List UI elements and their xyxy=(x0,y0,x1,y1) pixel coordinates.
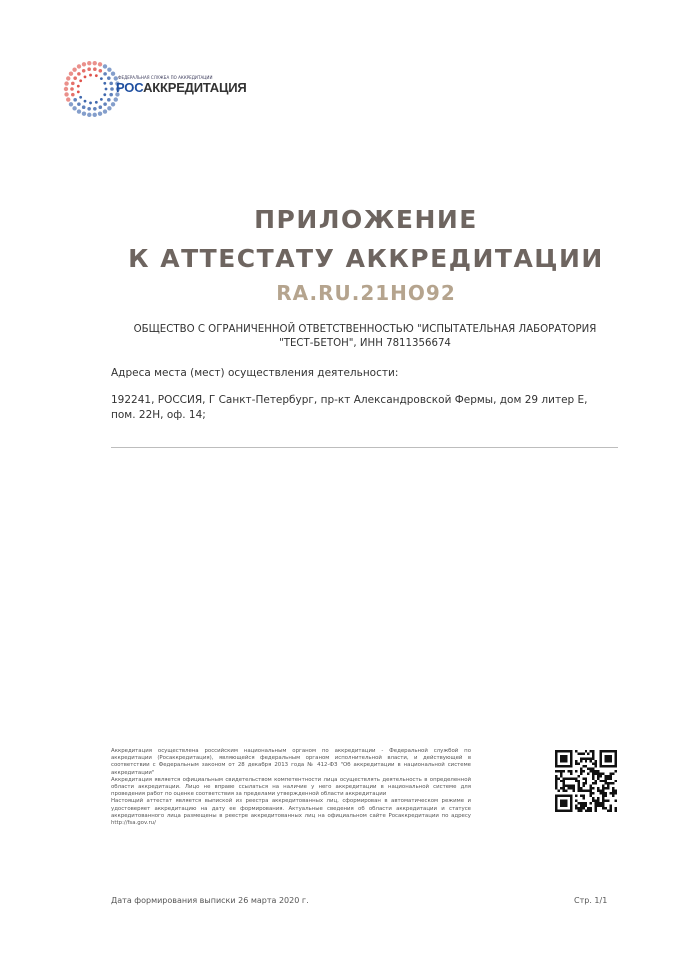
certificate-number: RA.RU.21HO92 xyxy=(276,281,456,305)
legal-paragraph: Аккредитация осуществлена российским национальным органом по аккредитации - Федеральной службой по аккредитации (Росаккредитация), являющейся федеральным органом исполнительной власти, и действующей в соответствии с Федеральным законом от 28 декабря 2013 года № 412-ФЗ "Об аккредитации в национальной системе аккредитации" xyxy=(111,748,471,776)
logo-subtitle: ФЕДЕРАЛЬНАЯ СЛУЖБА ПО АККРЕДИТАЦИИ xyxy=(118,75,213,80)
logo-title xyxy=(116,80,247,95)
organization-name: ОБЩЕСТВО С ОГРАНИЧЕННОЙ ОТВЕТСТВЕННОСТЬЮ "ИСПЫТАТЕЛЬНАЯ ЛАБОРАТОРИЯ "ТЕСТ-БЕТОН", ИНН 7811356674 xyxy=(133,324,597,349)
divider xyxy=(111,447,618,448)
address-value: 192241, РОССИЯ, Г Санкт-Петербург, пр-кт Александровской Фермы, дом 29 литер Е, пом. 22Н, оф. 14; xyxy=(111,394,588,421)
logo-title-akk: АККРЕДИТАЦИЯ xyxy=(143,80,247,95)
document-title: ПРИЛОЖЕНИЕ xyxy=(254,205,478,234)
legal-paragraph: Аккредитация является официальным свидетельством компетентности лица осуществлять деятельность в определенной области аккредитации. Лицо не вправе ссылаться на наличие у него аккредитации в национальной системе для проведения работ по оценке соответствия за пределами утвержденной области аккредитации xyxy=(111,776,471,798)
address-label: Адреса места (мест) осуществления деятельности: xyxy=(111,367,399,379)
legal-paragraph: Настоящий аттестат является выпиской из реестра аккредитованных лиц, сформирован в автоматическом режиме и удостоверяет аккредитацию на дату ее формирования. Актуальные сведения об области аккредитации и статусе аккредитованного лица размещены в реестре аккредитованных лиц на официальном сайте Росаккредитации по адресу http://fsa.gov.ru/ xyxy=(111,798,471,827)
legal-notice xyxy=(111,748,471,827)
logo-title-ros: РОС xyxy=(116,80,144,95)
page-number: Стр. 1/1 xyxy=(574,896,608,905)
document-subtitle: К АТТЕСТАТУ АККРЕДИТАЦИИ xyxy=(128,244,604,273)
generation-date: Дата формирования выписки 26 марта 2020 г. xyxy=(111,896,309,905)
qr-code-icon xyxy=(555,750,617,812)
